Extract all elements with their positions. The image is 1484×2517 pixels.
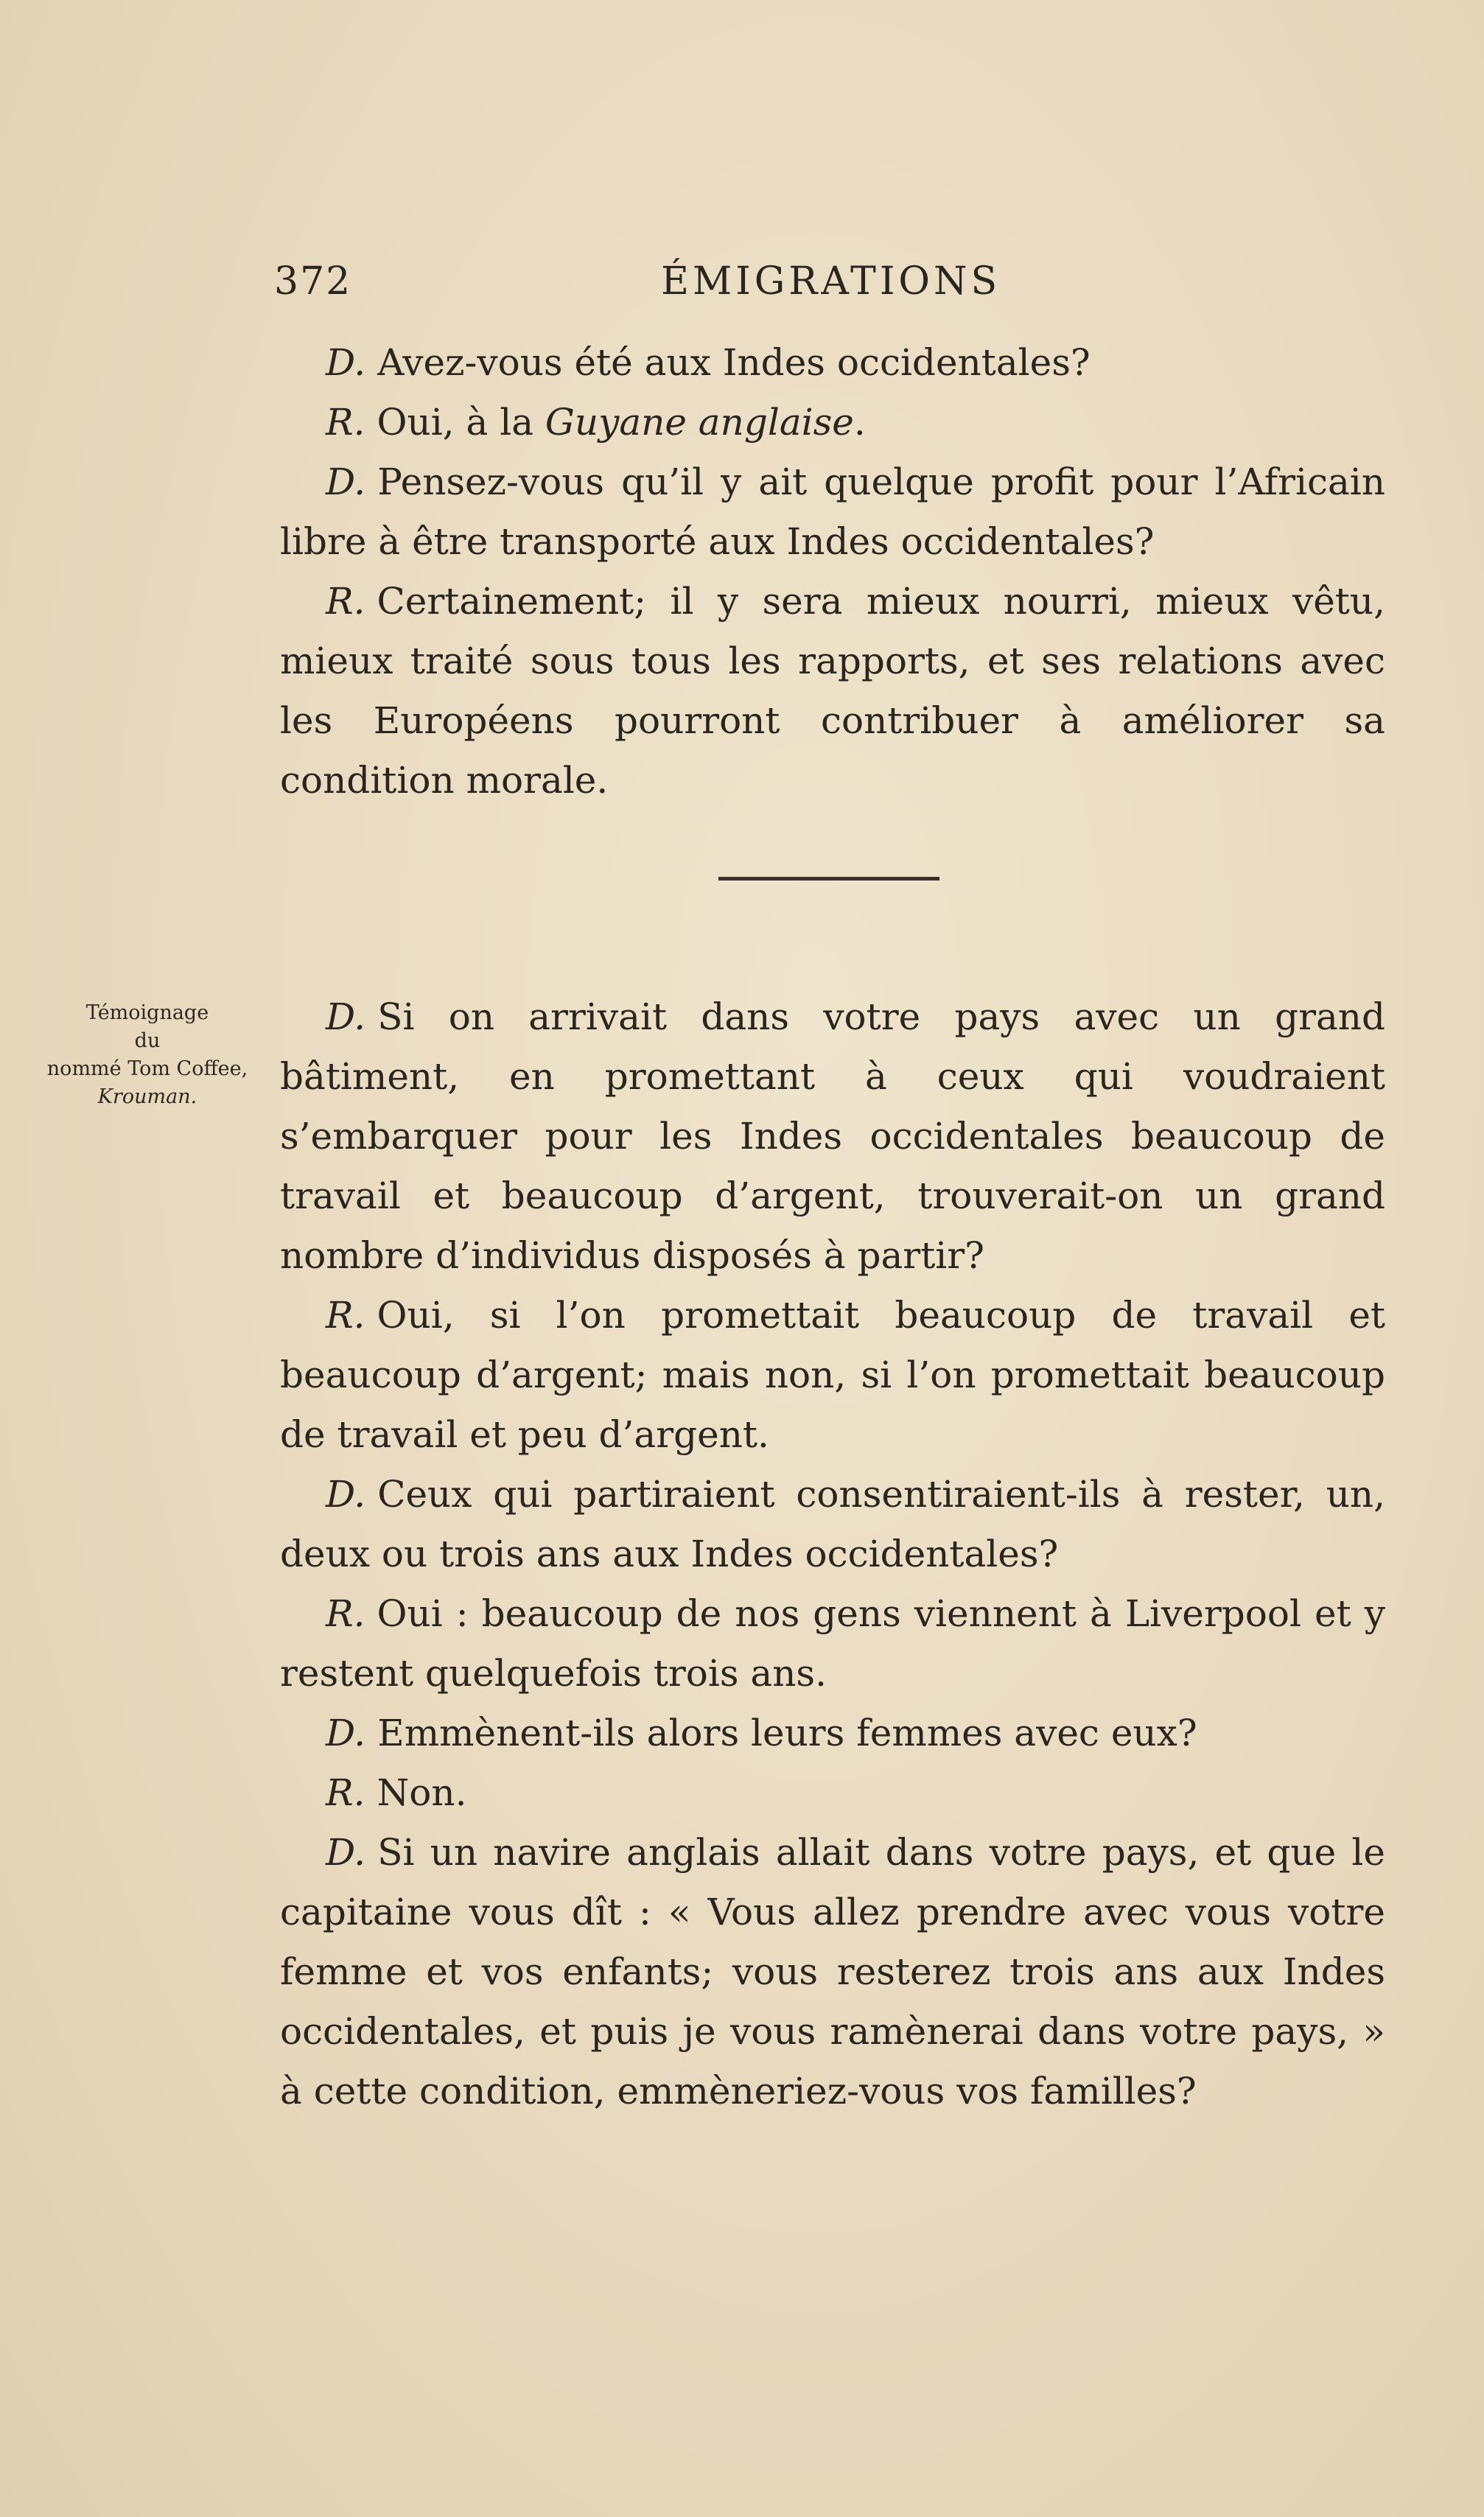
paragraph-text: Si un navire anglais allait dans votre pays, et que le capitaine vous dît : « Vous allez prendre avec vous votre femme et vos enfants; vous resterez trois ans aux Indes occidentales, et puis je vous ramènerai dans votre pays, » à cette condition, emmèneriez-vous vos familles? [280, 1831, 1385, 2112]
speaker-label: D. [326, 341, 366, 384]
dialogue-paragraph [280, 333, 1385, 393]
margin-note [29, 999, 265, 1111]
paragraph-text-end: . [853, 401, 866, 444]
paragraph-text: Certainement; il y sera mieux nourri, mieux vêtu, mieux traité sous tous les rapports, et ses relations avec les Européens pourront contribuer à améliorer sa condition morale. [280, 580, 1385, 802]
paragraph-text: Oui : beaucoup de nos gens viennent à Liverpool et y restent quelquefois trois ans. [280, 1592, 1385, 1695]
margin-note-line: du [134, 1029, 161, 1052]
margin-note-line: Krouman. [97, 1085, 197, 1108]
margin-note-line: Témoignage [85, 1001, 209, 1024]
speaker-label: R. [326, 1771, 365, 1814]
page-header [274, 259, 1379, 318]
paragraph-text: Emmènent-ils alors leurs femmes avec eux? [377, 1712, 1197, 1754]
speaker-label: D. [326, 1831, 366, 1874]
dialogue-paragraph [280, 393, 1385, 452]
speaker-label: D. [326, 1473, 366, 1516]
page-number: 372 [274, 259, 352, 304]
dialogue-paragraph [280, 1286, 1385, 1465]
paragraph-text: Avez-vous été aux Indes occidentales? [377, 341, 1091, 384]
paragraph-text: Oui, à la [377, 401, 545, 444]
paragraph-text: Oui, si l’on promettait beaucoup de travail et beaucoup d’argent; mais non, si l’on promettait beaucoup de travail et peu d’argent. [280, 1294, 1385, 1456]
dialogue-paragraph [280, 987, 1385, 1286]
speaker-label: D. [326, 995, 366, 1038]
dialogue-paragraph [280, 1584, 1385, 1704]
speaker-label: D. [326, 461, 366, 503]
dialogue-paragraph [280, 1763, 1385, 1823]
dialogue-paragraph [280, 452, 1385, 572]
speaker-label: R. [326, 1592, 365, 1635]
dialogue-paragraph [280, 572, 1385, 811]
speaker-label: R. [326, 1294, 365, 1337]
speaker-label: D. [326, 1712, 366, 1754]
dialogue-paragraph [280, 1704, 1385, 1763]
paragraph-text: Ceux qui partiraient consentiraient-ils à rester, un, deux ou trois ans aux Indes occidentales? [280, 1473, 1385, 1575]
speaker-label: R. [326, 401, 365, 444]
running-title: ÉMIGRATIONS [661, 259, 1001, 304]
paragraph-text: Non. [377, 1771, 467, 1814]
margin-note-line: nommé Tom Coffee, [46, 1057, 248, 1080]
speaker-label: R. [326, 580, 365, 623]
dialogue-block-2 [280, 987, 1385, 2121]
italic-place-name: Guyane anglaise [545, 401, 854, 444]
dialogue-paragraph [280, 1465, 1385, 1584]
dialogue-block-1 [280, 333, 1385, 811]
paragraph-text: Si on arrivait dans votre pays avec un grand bâtiment, en promettant à ceux qui voudraient s’embarquer pour les Indes occidentales beaucoup de travail et beaucoup d’argent, trouverait-on un grand nombre d’individus disposés à partir? [280, 995, 1385, 1277]
paragraph-text: Pensez-vous qu’il y ait quelque profit pour l’Africain libre à être transporté aux Indes occidentales? [280, 461, 1385, 563]
dialogue-paragraph [280, 1823, 1385, 2121]
section-divider [718, 877, 939, 881]
